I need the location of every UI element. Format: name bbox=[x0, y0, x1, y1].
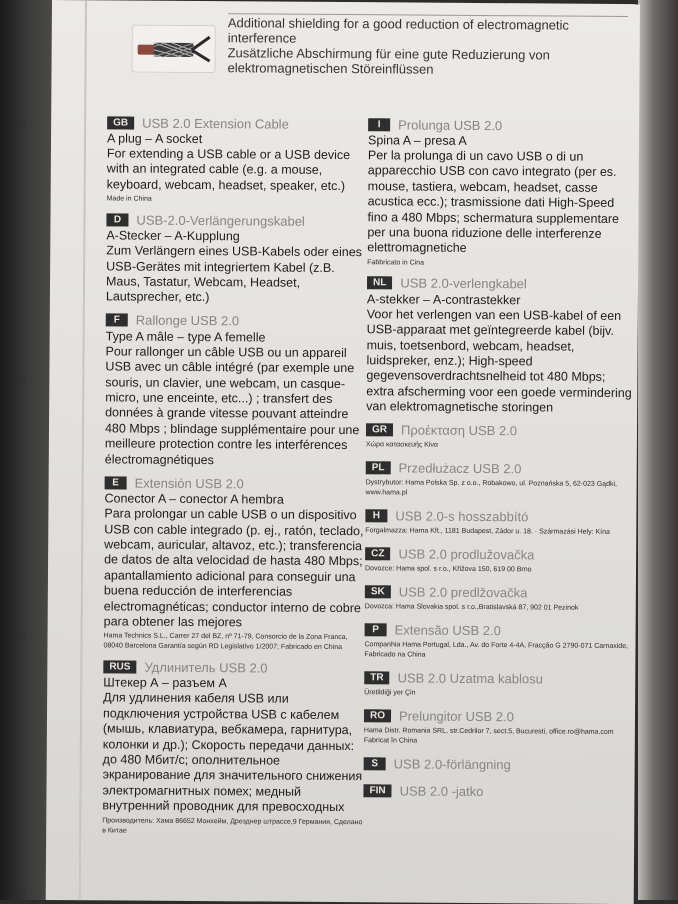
language-tag: CZ bbox=[365, 547, 390, 560]
package-card bbox=[46, 0, 640, 904]
entry-fineprint: Companhia Hama Portugal, Lda., Av. do Forte 4-4A, Fracção G 2790-071 Carnaxide, Fabricado na China bbox=[364, 640, 629, 659]
language-tag: GB bbox=[107, 116, 134, 129]
entry-title: USB-2.0-Verlängerungskabel bbox=[136, 212, 305, 229]
entry-s bbox=[364, 755, 634, 775]
entry-e bbox=[103, 473, 366, 653]
entry-subtitle: Conector A – conector A hembra bbox=[104, 491, 284, 507]
photo-background-right bbox=[638, 0, 678, 900]
photo-background-left bbox=[0, 0, 52, 900]
entry-fineprint: Dystrybutor: Hama Polska Sp. z o.o., Robakowo, ul. Poznańska 5, 62-023 Gądki, www.hama.pl bbox=[365, 478, 618, 497]
entry-tr bbox=[364, 669, 634, 700]
entry-fineprint: Fabbricato in Cina bbox=[367, 259, 425, 267]
language-tag: RO bbox=[364, 709, 391, 722]
header-english: Additional shielding for a good reduction of electromagnetic interference bbox=[227, 15, 569, 46]
entry-fineprint: Forgalmazza: Hama Kft., 1181 Budapest, Zádor u. 18. · Származási Hely: Kína bbox=[365, 526, 610, 536]
entry-body: Zum Verlängern eines USB-Kabels oder eines USB-Gerätes mit integriertem Kabel (z.B. Maus, Tastatur, Webcam, Headset, Lautsprecher, etc.) bbox=[105, 243, 362, 305]
header-text bbox=[227, 15, 627, 78]
entry-title: Удлинитель USB 2.0 bbox=[144, 659, 268, 676]
entry-d bbox=[106, 211, 369, 307]
entry-body: For extending a USB cable or a USB device with an integrated cable (e.g. a mouse, keyboard, webcam, headset, speaker, etc.) bbox=[106, 146, 351, 193]
language-tag: E bbox=[105, 476, 127, 489]
entry-pl bbox=[366, 459, 636, 500]
entry-body: Pour rallonger un câble USB ou un appareil USB avec un câble intégré (par exemple une souris, un clavier, une webcam, un casque-micro, une enceinte, etc...) ; transfert des données à grande vitesse pouvant atteindre 480 Mbps ; blindage supplémentaire pour une meilleure protection contre les interférences électromagnétiques bbox=[104, 344, 360, 467]
language-tag: RUS bbox=[103, 660, 136, 673]
entry-title: USB 2.0-förlängning bbox=[393, 756, 511, 773]
header-german: Zusätzliche Abschirmung für eine gute Reduzierung von elektromagnetischen Störeinflüssen bbox=[227, 45, 550, 77]
entry-subtitle: A plug – A socket bbox=[106, 131, 203, 147]
language-tag: P bbox=[365, 623, 387, 636]
entry-h bbox=[365, 507, 635, 538]
entry-title: USB 2.0 Extension Cable bbox=[142, 115, 289, 132]
entry-p bbox=[364, 621, 634, 662]
entry-gr bbox=[366, 421, 636, 452]
entry-subtitle: Type A mâle – type A femelle bbox=[105, 329, 266, 345]
entry-gb bbox=[107, 113, 370, 206]
entry-sk bbox=[365, 583, 635, 614]
entry-ro bbox=[364, 707, 634, 748]
entry-title: USB 2.0-s hosszabbító bbox=[395, 508, 529, 525]
entry-title: Προέκταση USB 2.0 bbox=[400, 422, 518, 439]
entry-title: Prelungitor USB 2.0 bbox=[398, 708, 514, 725]
entry-fineprint: Производитель: Хама 86652 Монхейм, Дрезднер штрассе,9 Германия, Сделано в Китае bbox=[102, 816, 363, 835]
entry-title: USB 2.0 Uzatma kablosu bbox=[397, 670, 543, 687]
entry-fineprint: Made in China bbox=[106, 195, 152, 203]
shielded-cable-icon bbox=[131, 25, 215, 74]
entry-fineprint: Hama Distr. Romania SRL, str.Cedrilor 7, sect.5, Bucuresti, office.ro@hama.com Fabricat în China bbox=[363, 726, 614, 745]
entry-title: Przedłużacz USB 2.0 bbox=[398, 460, 522, 477]
language-tag: S bbox=[364, 757, 386, 770]
entry-title: USB 2.0 -jatko bbox=[399, 783, 484, 800]
entry-fineprint: Hama Technics S.L., Carrer 27 del BZ, nº 71-79, Consorcio de la Zona Franca, 08040 Barcelona Garantía según RD Legislativo 1/2007; Fabricado en China bbox=[103, 632, 348, 652]
language-tag: F bbox=[106, 314, 128, 327]
entry-fineprint: Χώρα κατασκευής Κίνα bbox=[365, 440, 438, 449]
entry-fineprint: Üretildiği yer Çin bbox=[364, 688, 416, 697]
entry-i bbox=[367, 115, 638, 270]
entry-body: Для удлинения кабеля USB или подключения устройства USB с кабелем (мышь, клавиатура, вебкамера, гарнитура, колонки и др.); Скорость передачи данных: до 480 Мбит/с; ополнительное экранирование для значительного снижения электромагнитных помех; медный внутренний проводник для превосходных bbox=[102, 690, 363, 815]
left-column bbox=[102, 113, 369, 843]
entry-body: Voor het verlengen van een USB-kabel of een USB-apparaat met geïntegreerde kabel (bijv. muis, toetsenbord, webcam, headset, luidspreker, enz.); High-speed gegevensoverdrachtsnelheid tot 480 Mbps; extra afscherming voor een goede vermindering van elektromagnetische storingen bbox=[366, 307, 632, 415]
right-column bbox=[363, 115, 638, 811]
language-tag: SK bbox=[365, 585, 391, 598]
language-tag: H bbox=[365, 509, 387, 522]
entry-cz bbox=[365, 545, 635, 576]
language-tag: FIN bbox=[363, 784, 391, 797]
entry-subtitle: A-Stecker – A-Kupplung bbox=[106, 228, 240, 244]
language-tag: NL bbox=[367, 277, 392, 290]
entry-fineprint: Dovozca: Hama Slovakia spol. s r.o.,Bratislavská 87, 902 01 Pezinok bbox=[364, 602, 579, 612]
entry-f bbox=[105, 311, 368, 469]
entry-title: USB 2.0 prodlužovačka bbox=[398, 546, 535, 563]
entry-fineprint: Dovozce: Hama spol. s r.o., Křižova 150, 619 00 Brno bbox=[365, 564, 532, 574]
language-tag: GR bbox=[366, 423, 393, 436]
entry-title: Extensão USB 2.0 bbox=[394, 622, 501, 639]
language-tag: I bbox=[368, 118, 390, 131]
entry-body: Per la prolunga di un cavo USB o di un apparecchio USB con cavo integrato (per es. mouse, tastiera, webcam, headset, casse acustica ecc.); trasmissione dati High-Speed fino a 480 Mbps; schermatura supplementare per una buona riduzione delle interferenze elettromagnetiche bbox=[367, 148, 620, 256]
entry-body: Para prolongar un cable USB o un dispositivo USB con cable integrado (p. ej., ratón, teclado, webcam, auricular, altavoz, etc.); transferencia de datos de alta velocidad de hasta 480 Mbps; apantallamiento adicional para conseguir una buena reducción de interferencias electromagnéticas; conductor interno de cobre para obtener las mejores bbox=[103, 506, 364, 630]
entry-subtitle: A-stekker – A-contrastekker bbox=[366, 292, 521, 308]
entry-fin bbox=[363, 782, 633, 802]
entry-title: Extensión USB 2.0 bbox=[134, 475, 244, 491]
entry-rus bbox=[102, 658, 365, 838]
entry-title: USB 2.0-verlengkabel bbox=[400, 275, 527, 292]
entry-subtitle: Spina A – presa A bbox=[367, 133, 467, 148]
entry-title: Prolunga USB 2.0 bbox=[398, 116, 503, 133]
language-tag: TR bbox=[364, 671, 389, 684]
card-fold-line bbox=[79, 0, 87, 900]
entry-subtitle: Штекер А – разъем А bbox=[103, 675, 227, 691]
entry-nl bbox=[366, 274, 637, 417]
language-tag: D bbox=[106, 213, 128, 226]
language-tag: PL bbox=[366, 461, 391, 474]
entry-title: USB 2.0 predlžovačka bbox=[398, 584, 528, 601]
entry-title: Rallonge USB 2.0 bbox=[135, 312, 240, 329]
